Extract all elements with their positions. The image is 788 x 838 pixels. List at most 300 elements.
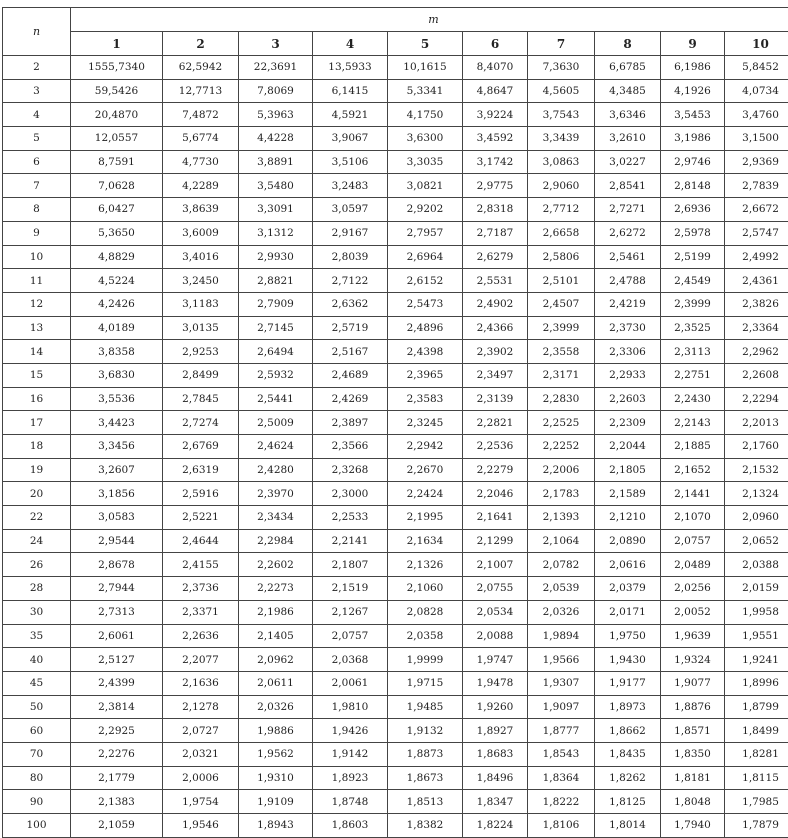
value-cell: 2,6152: [388, 269, 463, 293]
value-cell: 2,7909: [239, 292, 313, 316]
value-cell: 2,1441: [661, 482, 725, 506]
value-cell: 2,4280: [239, 458, 313, 482]
value-cell: 2,8541: [595, 174, 661, 198]
value-cell: 1,8048: [661, 790, 725, 814]
value-cell: 5,8452: [725, 56, 788, 80]
value-cell: 5,3341: [388, 79, 463, 103]
value-cell: 4,0189: [71, 316, 163, 340]
value-cell: 2,0321: [163, 742, 239, 766]
value-cell: 1,8106: [528, 814, 595, 838]
value-cell: 1,8262: [595, 766, 661, 790]
value-cell: 2,1405: [239, 624, 313, 648]
value-cell: 2,7145: [239, 316, 313, 340]
value-cell: 3,4423: [71, 411, 163, 435]
value-cell: 1,8499: [725, 719, 788, 743]
table-row: [3, 245, 788, 269]
value-cell: 2,3306: [595, 340, 661, 364]
row-n-cell: 70: [3, 742, 71, 766]
value-cell: 3,5453: [661, 103, 725, 127]
value-cell: 2,8821: [239, 269, 313, 293]
value-cell: 3,1986: [661, 127, 725, 151]
value-cell: 2,1393: [528, 506, 595, 530]
table-row: [3, 553, 788, 577]
row-n-cell: 4: [3, 103, 71, 127]
value-cell: 2,0782: [528, 553, 595, 577]
value-cell: 2,1210: [595, 506, 661, 530]
value-cell: 3,6009: [163, 221, 239, 245]
value-cell: 4,5224: [71, 269, 163, 293]
table-row: [3, 719, 788, 743]
row-n-cell: 24: [3, 529, 71, 553]
value-cell: 2,0962: [239, 648, 313, 672]
value-cell: 2,0159: [725, 577, 788, 601]
value-cell: 2,2602: [239, 553, 313, 577]
value-cell: 2,6279: [463, 245, 528, 269]
value-cell: 2,2608: [725, 363, 788, 387]
value-cell: 2,0539: [528, 577, 595, 601]
value-cell: 8,4070: [463, 56, 528, 80]
value-cell: 2,0006: [163, 766, 239, 790]
column-header-m6: 6: [463, 32, 528, 56]
row-n-cell: 11: [3, 269, 71, 293]
table-row: [3, 56, 788, 80]
value-cell: 1,8014: [595, 814, 661, 838]
value-cell: 2,1383: [71, 790, 163, 814]
value-cell: 2,2424: [388, 482, 463, 506]
value-cell: 2,9167: [313, 221, 388, 245]
value-cell: 1,8571: [661, 719, 725, 743]
value-cell: 4,5605: [528, 79, 595, 103]
value-cell: 2,5932: [239, 363, 313, 387]
value-cell: 2,2273: [239, 577, 313, 601]
value-cell: 2,7957: [388, 221, 463, 245]
value-cell: 1,8996: [725, 671, 788, 695]
row-n-cell: 26: [3, 553, 71, 577]
value-cell: 2,4549: [661, 269, 725, 293]
table-row: [3, 695, 788, 719]
value-cell: 2,2252: [528, 435, 595, 459]
table-row: [3, 435, 788, 459]
row-n-cell: 8: [3, 198, 71, 222]
value-cell: 1,9426: [313, 719, 388, 743]
value-cell: 6,1986: [661, 56, 725, 80]
value-cell: 2,2143: [661, 411, 725, 435]
value-cell: 2,4398: [388, 340, 463, 364]
value-cell: 1,8973: [595, 695, 661, 719]
table-row: [3, 790, 788, 814]
value-cell: 2,3245: [388, 411, 463, 435]
value-cell: 4,1926: [661, 79, 725, 103]
value-cell: 1,8496: [463, 766, 528, 790]
value-cell: 2,0755: [463, 577, 528, 601]
row-n-cell: 14: [3, 340, 71, 364]
value-cell: 2,5916: [163, 482, 239, 506]
value-cell: 1,7879: [725, 814, 788, 838]
value-cell: 3,4760: [725, 103, 788, 127]
value-cell: 1,9894: [528, 624, 595, 648]
n-header: n: [3, 8, 71, 56]
value-cell: 2,8039: [313, 245, 388, 269]
value-cell: 1,9715: [388, 671, 463, 695]
value-cell: 2,1059: [71, 814, 163, 838]
value-cell: 2,2141: [313, 529, 388, 553]
value-cell: 2,3113: [661, 340, 725, 364]
value-cell: 3,8891: [239, 150, 313, 174]
value-cell: 2,0061: [313, 671, 388, 695]
value-cell: 2,0379: [595, 577, 661, 601]
value-cell: 7,8069: [239, 79, 313, 103]
value-cell: 2,2294: [725, 387, 788, 411]
column-header-m2: 2: [163, 32, 239, 56]
value-cell: 2,3139: [463, 387, 528, 411]
value-cell: 3,1500: [725, 127, 788, 151]
row-n-cell: 3: [3, 79, 71, 103]
row-n-cell: 12: [3, 292, 71, 316]
value-cell: 2,7271: [595, 198, 661, 222]
value-cell: 2,2603: [595, 387, 661, 411]
value-cell: 3,3439: [528, 127, 595, 151]
value-cell: 2,0757: [313, 624, 388, 648]
value-cell: 2,5978: [661, 221, 725, 245]
value-cell: 2,4155: [163, 553, 239, 577]
value-cell: 2,4219: [595, 292, 661, 316]
value-cell: 2,1995: [388, 506, 463, 530]
value-cell: 2,1007: [463, 553, 528, 577]
column-header-m9: 9: [661, 32, 725, 56]
value-cell: 2,9060: [528, 174, 595, 198]
value-cell: 2,8318: [463, 198, 528, 222]
value-cell: 2,0388: [725, 553, 788, 577]
value-cell: 2,7187: [463, 221, 528, 245]
value-cell: 6,1415: [313, 79, 388, 103]
value-cell: 2,5806: [528, 245, 595, 269]
value-cell: 1,8364: [528, 766, 595, 790]
row-n-cell: 5: [3, 127, 71, 151]
table-row: [3, 671, 788, 695]
value-cell: 2,3566: [313, 435, 388, 459]
value-cell: 1,9077: [661, 671, 725, 695]
value-cell: 3,8358: [71, 340, 163, 364]
value-cell: 2,4361: [725, 269, 788, 293]
value-cell: 1,7985: [725, 790, 788, 814]
table-row: [3, 340, 788, 364]
value-cell: 2,4992: [725, 245, 788, 269]
column-header-m3: 3: [239, 32, 313, 56]
row-n-cell: 18: [3, 435, 71, 459]
column-header-m7: 7: [528, 32, 595, 56]
value-cell: 1,8799: [725, 695, 788, 719]
value-cell: 10,1615: [388, 56, 463, 80]
row-n-cell: 15: [3, 363, 71, 387]
value-cell: 2,9253: [163, 340, 239, 364]
row-n-cell: 6: [3, 150, 71, 174]
value-cell: 2,0652: [725, 529, 788, 553]
value-cell: 2,0326: [239, 695, 313, 719]
value-cell: 2,7845: [163, 387, 239, 411]
value-cell: 1,8181: [661, 766, 725, 790]
table-row: [3, 814, 788, 838]
value-cell: 3,1856: [71, 482, 163, 506]
value-cell: 2,1885: [661, 435, 725, 459]
value-cell: 1,9551: [725, 624, 788, 648]
value-cell: 2,6964: [388, 245, 463, 269]
value-cell: 2,2309: [595, 411, 661, 435]
value-cell: 2,1324: [725, 482, 788, 506]
table-row: [3, 363, 788, 387]
value-cell: 2,2925: [71, 719, 163, 743]
row-n-cell: 22: [3, 506, 71, 530]
value-cell: 2,5719: [313, 316, 388, 340]
row-n-cell: 17: [3, 411, 71, 435]
value-cell: 7,4872: [163, 103, 239, 127]
value-cell: 2,6936: [661, 198, 725, 222]
value-cell: 2,0890: [595, 529, 661, 553]
value-cell: 4,3485: [595, 79, 661, 103]
value-cell: 2,8499: [163, 363, 239, 387]
value-cell: 1,8350: [661, 742, 725, 766]
value-cell: 3,6300: [388, 127, 463, 151]
value-cell: 5,3650: [71, 221, 163, 245]
row-n-cell: 19: [3, 458, 71, 482]
value-cell: 3,9067: [313, 127, 388, 151]
value-cell: 2,0171: [595, 600, 661, 624]
value-cell: 1,9177: [595, 671, 661, 695]
value-cell: 4,2426: [71, 292, 163, 316]
value-cell: 2,6494: [239, 340, 313, 364]
table-row: [3, 624, 788, 648]
value-cell: 2,2077: [163, 648, 239, 672]
row-n-cell: 100: [3, 814, 71, 838]
table-container: [2, 7, 788, 838]
table-row: [3, 79, 788, 103]
value-cell: 2,4788: [595, 269, 661, 293]
value-cell: 2,0256: [661, 577, 725, 601]
table-row: [3, 577, 788, 601]
value-cell: 1,8543: [528, 742, 595, 766]
value-cell: 2,8148: [661, 174, 725, 198]
column-header-m4: 4: [313, 32, 388, 56]
row-n-cell: 20: [3, 482, 71, 506]
value-cell: 2,0088: [463, 624, 528, 648]
value-cell: 1,9562: [239, 742, 313, 766]
value-cell: 2,6061: [71, 624, 163, 648]
value-cell: 1,8513: [388, 790, 463, 814]
value-cell: 1,9307: [528, 671, 595, 695]
value-cell: 1,9142: [313, 742, 388, 766]
value-cell: 2,3371: [163, 600, 239, 624]
value-cell: 2,7313: [71, 600, 163, 624]
value-cell: 2,3999: [528, 316, 595, 340]
value-cell: 2,2006: [528, 458, 595, 482]
value-cell: 6,6785: [595, 56, 661, 80]
value-cell: 2,1278: [163, 695, 239, 719]
value-cell: 1,9546: [163, 814, 239, 838]
value-cell: 2,4902: [463, 292, 528, 316]
m-header: m: [71, 8, 788, 32]
value-cell: 1,8603: [313, 814, 388, 838]
value-cell: 2,5473: [388, 292, 463, 316]
value-cell: 2,3814: [71, 695, 163, 719]
value-cell: 3,4592: [463, 127, 528, 151]
table-row: [3, 482, 788, 506]
value-cell: 2,0368: [313, 648, 388, 672]
value-cell: 1,9478: [463, 671, 528, 695]
value-cell: 3,8639: [163, 198, 239, 222]
value-cell: 22,3691: [239, 56, 313, 80]
row-n-cell: 10: [3, 245, 71, 269]
value-cell: 2,1060: [388, 577, 463, 601]
column-header-m5: 5: [388, 32, 463, 56]
value-cell: 1,7940: [661, 814, 725, 838]
table-row: [3, 742, 788, 766]
value-cell: 1,8673: [388, 766, 463, 790]
value-cell: 2,4399: [71, 671, 163, 695]
column-header-m8: 8: [595, 32, 661, 56]
value-cell: 2,1519: [313, 577, 388, 601]
value-cell: 2,3497: [463, 363, 528, 387]
value-cell: 2,1779: [71, 766, 163, 790]
value-cell: 2,3965: [388, 363, 463, 387]
value-cell: 1,9958: [725, 600, 788, 624]
value-cell: 2,0326: [528, 600, 595, 624]
value-cell: 1,8927: [463, 719, 528, 743]
value-cell: 2,5167: [313, 340, 388, 364]
value-cell: 2,2942: [388, 435, 463, 459]
value-cell: 1,8876: [661, 695, 725, 719]
value-cell: 2,9544: [71, 529, 163, 553]
value-cell: 1,8943: [239, 814, 313, 838]
value-cell: 1,8347: [463, 790, 528, 814]
value-cell: 12,0557: [71, 127, 163, 151]
value-cell: 3,6830: [71, 363, 163, 387]
value-cell: 2,9369: [725, 150, 788, 174]
row-n-cell: 9: [3, 221, 71, 245]
value-cell: 3,4016: [163, 245, 239, 269]
value-cell: 2,1807: [313, 553, 388, 577]
value-cell: 1,9810: [313, 695, 388, 719]
value-cell: 2,2533: [313, 506, 388, 530]
value-cell: 2,6672: [725, 198, 788, 222]
value-cell: 2,2830: [528, 387, 595, 411]
value-cell: 2,5461: [595, 245, 661, 269]
value-cell: 1,9747: [463, 648, 528, 672]
value-cell: 6,0427: [71, 198, 163, 222]
value-cell: 3,9224: [463, 103, 528, 127]
value-cell: 2,4644: [163, 529, 239, 553]
value-cell: 2,5747: [725, 221, 788, 245]
value-cell: 3,0583: [71, 506, 163, 530]
value-cell: 2,2046: [463, 482, 528, 506]
value-cell: 2,2430: [661, 387, 725, 411]
value-cell: 2,1641: [463, 506, 528, 530]
value-cell: 1,9754: [163, 790, 239, 814]
value-cell: 2,1652: [661, 458, 725, 482]
table-row: [3, 127, 788, 151]
value-cell: 2,4269: [313, 387, 388, 411]
value-cell: 2,9202: [388, 198, 463, 222]
value-cell: 2,3902: [463, 340, 528, 364]
value-cell: 3,2610: [595, 127, 661, 151]
value-cell: 1,8281: [725, 742, 788, 766]
table-row: [3, 506, 788, 530]
value-cell: 2,0616: [595, 553, 661, 577]
value-cell: 59,5426: [71, 79, 163, 103]
table-row: [3, 292, 788, 316]
value-cell: 2,4896: [388, 316, 463, 340]
value-cell: 2,5101: [528, 269, 595, 293]
value-cell: 12,7713: [163, 79, 239, 103]
table-row: [3, 766, 788, 790]
row-n-cell: 7: [3, 174, 71, 198]
value-cell: 2,1634: [388, 529, 463, 553]
value-cell: 4,1750: [388, 103, 463, 127]
value-cell: 1,9886: [239, 719, 313, 743]
value-cell: 1,9109: [239, 790, 313, 814]
value-cell: 1,8435: [595, 742, 661, 766]
value-cell: 2,1783: [528, 482, 595, 506]
value-cell: 2,1636: [163, 671, 239, 695]
value-cell: 2,1760: [725, 435, 788, 459]
value-cell: 2,2279: [463, 458, 528, 482]
value-cell: 2,5221: [163, 506, 239, 530]
value-cell: 1,8748: [313, 790, 388, 814]
value-cell: 2,3268: [313, 458, 388, 482]
value-cell: 2,2525: [528, 411, 595, 435]
value-cell: 3,5536: [71, 387, 163, 411]
value-cell: 2,2044: [595, 435, 661, 459]
value-cell: 2,2536: [463, 435, 528, 459]
value-cell: 2,9930: [239, 245, 313, 269]
table-row: [3, 174, 788, 198]
value-cell: 1,8382: [388, 814, 463, 838]
row-n-cell: 16: [3, 387, 71, 411]
table-row: [3, 269, 788, 293]
value-cell: 4,8647: [463, 79, 528, 103]
value-cell: 2,5127: [71, 648, 163, 672]
value-cell: 4,8829: [71, 245, 163, 269]
row-n-cell: 40: [3, 648, 71, 672]
value-cell: 2,6769: [163, 435, 239, 459]
value-cell: 1,9097: [528, 695, 595, 719]
value-cell: 1,9310: [239, 766, 313, 790]
value-cell: 2,1805: [595, 458, 661, 482]
value-cell: 2,7839: [725, 174, 788, 198]
value-cell: 4,0734: [725, 79, 788, 103]
value-cell: 3,0597: [313, 198, 388, 222]
row-n-cell: 2: [3, 56, 71, 80]
value-cell: 5,3963: [239, 103, 313, 127]
value-cell: 3,2607: [71, 458, 163, 482]
value-cell: 3,1183: [163, 292, 239, 316]
value-cell: 2,8678: [71, 553, 163, 577]
table-row: [3, 221, 788, 245]
row-n-cell: 30: [3, 600, 71, 624]
value-cell: 3,0135: [163, 316, 239, 340]
table-row: [3, 198, 788, 222]
value-cell: 2,3171: [528, 363, 595, 387]
value-cell: 2,9746: [661, 150, 725, 174]
table-row: [3, 103, 788, 127]
value-cell: 2,2636: [163, 624, 239, 648]
row-n-cell: 35: [3, 624, 71, 648]
value-cell: 2,7122: [313, 269, 388, 293]
value-cell: 2,1532: [725, 458, 788, 482]
value-cell: 2,1064: [528, 529, 595, 553]
value-cell: 1,9639: [661, 624, 725, 648]
value-cell: 2,2276: [71, 742, 163, 766]
value-cell: 2,2751: [661, 363, 725, 387]
value-cell: 2,1267: [313, 600, 388, 624]
